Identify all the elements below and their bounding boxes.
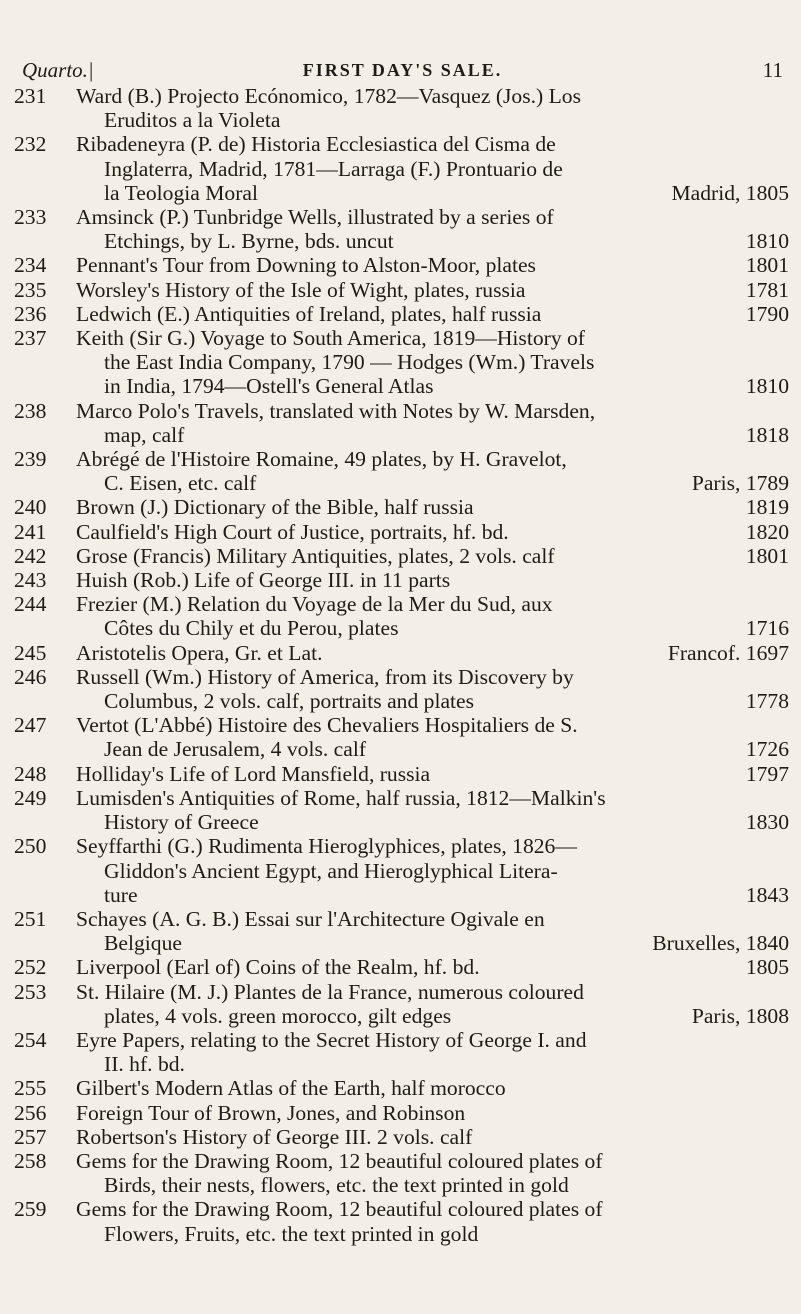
lot-description: Columbus, 2 vols. calf, portraits and plates: [104, 689, 475, 714]
lot-line: [76, 1101, 789, 1125]
format-label: Quarto.|: [22, 58, 94, 82]
lot-number: 256: [14, 1100, 47, 1125]
lot-description: Abrégé de l'Histoire Romaine, 49 plates, by H. Gravelot,: [76, 447, 567, 472]
lot-number: 248: [14, 761, 47, 786]
lot-number: 241: [14, 519, 47, 544]
lot-description: Ribadeneyra (P. de) Historia Ecclesiastica del Cisma de: [76, 132, 556, 157]
lot-number: 255: [14, 1076, 47, 1101]
lot-line: [76, 326, 789, 350]
lot-description: Côtes du Chily et du Perou, plates: [104, 616, 399, 641]
lot-number: 250: [14, 834, 47, 859]
lot-line: [76, 520, 789, 544]
lot-description: Gems for the Drawing Room, 12 beautiful coloured plates of: [76, 1197, 603, 1222]
lot-number: 235: [14, 277, 47, 302]
lot-entry: [14, 1076, 789, 1100]
lot-line: [76, 955, 789, 979]
lot-line: [76, 544, 789, 568]
lot-line: [76, 1076, 789, 1100]
lot-list: [14, 84, 789, 1246]
lot-entry: [14, 980, 789, 1028]
lot-line: [76, 737, 789, 761]
lot-number: 237: [14, 326, 47, 351]
lot-description: Foreign Tour of Brown, Jones, and Robinson: [76, 1100, 466, 1125]
lot-entry: [14, 1101, 789, 1125]
lot-imprint: 1778: [745, 689, 789, 714]
lot-line: [76, 568, 789, 592]
lot-entry: [14, 495, 789, 519]
lot-description: Caulfield's High Court of Justice, portraits, hf. bd.: [76, 519, 509, 544]
lot-entry: [14, 1028, 789, 1076]
lot-line: [76, 641, 789, 665]
lot-description: Liverpool (Earl of) Coins of the Realm, hf. bd.: [76, 955, 480, 980]
lot-line: [76, 980, 789, 1004]
lot-entry: [14, 713, 789, 761]
lot-line: [76, 1052, 789, 1076]
lot-description: la Teologia Moral: [104, 180, 259, 205]
lot-description: Ledwich (E.) Antiquities of Ireland, plates, half russia: [76, 301, 542, 326]
lot-description: Holliday's Life of Lord Mansfield, russia: [76, 761, 431, 786]
lot-line: [76, 907, 789, 931]
lot-number: 249: [14, 785, 47, 810]
lot-imprint: 1801: [745, 543, 789, 568]
lot-imprint: 1820: [745, 519, 789, 544]
lot-number: 233: [14, 205, 47, 230]
lot-entry: [14, 762, 789, 786]
lot-line: [76, 157, 789, 181]
lot-entry: [14, 447, 789, 495]
lot-number: 243: [14, 568, 47, 593]
lot-description: Inglaterra, Madrid, 1781—Larraga (F.) Prontuario de: [104, 156, 563, 181]
lot-number: 239: [14, 447, 47, 472]
running-head: [22, 58, 783, 84]
lot-description: History of Greece: [104, 810, 259, 835]
lot-description: Jean de Jerusalem, 4 vols. calf: [104, 737, 367, 762]
lot-number: 242: [14, 543, 47, 568]
lot-description: St. Hilaire (M. J.) Plantes de la France, numerous coloured: [76, 979, 584, 1004]
lot-line: [76, 713, 789, 737]
lot-line: [76, 471, 789, 495]
lot-description: Marco Polo's Travels, translated with Notes by W. Marsden,: [76, 398, 596, 423]
lot-description: Belgique: [104, 931, 182, 956]
lot-line: [76, 592, 789, 616]
lot-description: Grose (Francis) Military Antiquities, plates, 2 vols. calf: [76, 543, 555, 568]
lot-description: Birds, their nests, flowers, etc. the text printed in gold: [104, 1173, 569, 1198]
lot-number: 232: [14, 132, 47, 157]
lot-line: [76, 1222, 789, 1246]
lot-line: [76, 1173, 789, 1197]
lot-description: Russell (Wm.) History of America, from its Discovery by: [76, 664, 574, 689]
lot-number: 254: [14, 1027, 47, 1052]
lot-description: Etchings, by L. Byrne, bds. uncut: [104, 229, 394, 254]
lot-description: Keith (Sir G.) Voyage to South America, 1819—History of: [76, 326, 586, 351]
lot-number: 252: [14, 955, 47, 980]
lot-description: Lumisden's Antiquities of Rome, half russia, 1812—Malkin's: [76, 785, 606, 810]
lot-imprint: Paris, 1789: [691, 471, 789, 496]
lot-description: C. Eisen, etc. calf: [104, 471, 257, 496]
lot-number: 253: [14, 979, 47, 1004]
lot-line: [76, 689, 789, 713]
lot-imprint: Bruxelles, 1840: [652, 931, 789, 956]
lot-number: 247: [14, 713, 47, 738]
lot-line: [76, 1004, 789, 1028]
lot-imprint: 1797: [745, 761, 789, 786]
lot-line: [76, 374, 789, 398]
lot-entry: [14, 544, 789, 568]
lot-entry: [14, 278, 789, 302]
lot-description: Vertot (L'Abbé) Histoire des Chevaliers Hospitaliers de S.: [76, 713, 578, 738]
page-number: 11: [762, 58, 783, 82]
lot-imprint: 1790: [745, 301, 789, 326]
lot-entry: [14, 326, 789, 399]
lot-line: [76, 302, 789, 326]
lot-entry: [14, 568, 789, 592]
lot-entry: [14, 132, 789, 205]
lot-line: [76, 423, 789, 447]
lot-number: 231: [14, 84, 47, 108]
lot-description: Worsley's History of the Isle of Wight, plates, russia: [76, 277, 526, 302]
lot-line: [76, 1028, 789, 1052]
lot-line: [76, 84, 789, 108]
lot-line: [76, 834, 789, 858]
lot-description: Pennant's Tour from Downing to Alston-Moor, plates: [76, 253, 536, 278]
lot-imprint: Madrid, 1805: [671, 180, 789, 205]
lot-number: 259: [14, 1197, 47, 1222]
lot-line: [76, 205, 789, 229]
lot-line: [76, 399, 789, 423]
lot-description: Flowers, Fruits, etc. the text printed in gold: [104, 1221, 479, 1246]
lot-line: [76, 762, 789, 786]
lot-entry: [14, 834, 789, 907]
lot-entry: [14, 1125, 789, 1149]
lot-imprint: 1801: [745, 253, 789, 278]
lot-number: 240: [14, 495, 47, 520]
lot-entry: [14, 205, 789, 253]
lot-entry: [14, 399, 789, 447]
lot-entry: [14, 665, 789, 713]
lot-entry: [14, 1149, 789, 1197]
lot-description: ture: [104, 882, 138, 907]
lot-line: [76, 931, 789, 955]
lot-entry: [14, 1197, 789, 1245]
lot-line: [76, 108, 789, 132]
lot-number: 257: [14, 1124, 47, 1149]
lot-line: [76, 1197, 789, 1221]
lot-description: II. hf. bd.: [104, 1052, 185, 1077]
lot-line: [76, 859, 789, 883]
lot-line: [76, 350, 789, 374]
lot-description: Gilbert's Modern Atlas of the Earth, half morocco: [76, 1076, 506, 1101]
lot-entry: [14, 907, 789, 955]
lot-number: 245: [14, 640, 47, 665]
lot-imprint: 1726: [745, 737, 789, 762]
lot-imprint: Francof. 1697: [667, 640, 789, 665]
lot-line: [76, 810, 789, 834]
lot-number: 244: [14, 592, 47, 617]
lot-description: map, calf: [104, 422, 185, 447]
lot-imprint: 1716: [745, 616, 789, 641]
lot-description: Seyffarthi (G.) Rudimenta Hieroglyphices, plates, 1826—: [76, 834, 577, 859]
lot-entry: [14, 302, 789, 326]
lot-description: Brown (J.) Dictionary of the Bible, half russia: [76, 495, 474, 520]
lot-description: Eyre Papers, relating to the Secret History of George I. and: [76, 1027, 587, 1052]
lot-description: Gems for the Drawing Room, 12 beautiful coloured plates of: [76, 1148, 603, 1173]
lot-imprint: 1818: [745, 422, 789, 447]
lot-line: [76, 1149, 789, 1173]
lot-line: [76, 132, 789, 156]
lot-line: [76, 447, 789, 471]
lot-description: Aristotelis Opera, Gr. et Lat.: [76, 640, 323, 665]
lot-line: [76, 181, 789, 205]
lot-number: 246: [14, 664, 47, 689]
lot-imprint: 1830: [745, 810, 789, 835]
lot-description: Eruditos a la Violeta: [104, 108, 281, 133]
lot-description: plates, 4 vols. green morocco, gilt edges: [104, 1003, 452, 1028]
lot-imprint: 1810: [745, 374, 789, 399]
lot-entry: [14, 592, 789, 640]
lot-imprint: 1805: [745, 955, 789, 980]
lot-number: 236: [14, 301, 47, 326]
lot-description: Amsinck (P.) Tunbridge Wells, illustrated by a series of: [76, 205, 554, 230]
lot-line: [76, 253, 789, 277]
lot-line: [76, 883, 789, 907]
lot-imprint: 1810: [745, 229, 789, 254]
lot-entry: [14, 955, 789, 979]
sale-title: FIRST DAY'S SALE.: [302, 60, 503, 80]
lot-entry: [14, 520, 789, 544]
lot-description: Schayes (A. G. B.) Essai sur l'Architecture Ogivale en: [76, 906, 545, 931]
lot-line: [76, 1125, 789, 1149]
lot-imprint: 1781: [745, 277, 789, 302]
lot-entry: [14, 253, 789, 277]
lot-line: [76, 786, 789, 810]
lot-line: [76, 495, 789, 519]
lot-number: 234: [14, 253, 47, 278]
lot-entry: [14, 786, 789, 834]
lot-imprint: 1819: [745, 495, 789, 520]
lot-number: 251: [14, 906, 47, 931]
lot-description: the East India Company, 1790 — Hodges (Wm.) Travels: [104, 350, 595, 375]
lot-line: [76, 665, 789, 689]
lot-number: 258: [14, 1148, 47, 1173]
lot-imprint: Paris, 1808: [691, 1003, 789, 1028]
lot-line: [76, 616, 789, 640]
lot-description: Ward (B.) Projecto Ecónomico, 1782—Vasquez (Jos.) Los: [76, 84, 582, 108]
lot-line: [76, 278, 789, 302]
lot-entry: [14, 84, 789, 132]
lot-line: [76, 229, 789, 253]
lot-entry: [14, 641, 789, 665]
lot-description: Robertson's History of George III. 2 vols. calf: [76, 1124, 473, 1149]
lot-description: Gliddon's Ancient Egypt, and Hieroglyphical Litera-: [104, 858, 558, 883]
lot-imprint: 1843: [745, 882, 789, 907]
lot-number: 238: [14, 398, 47, 423]
lot-description: Huish (Rob.) Life of George III. in 11 parts: [76, 568, 451, 593]
lot-description: Frezier (M.) Relation du Voyage de la Mer du Sud, aux: [76, 592, 553, 617]
lot-description: in India, 1794—Ostell's General Atlas: [104, 374, 434, 399]
